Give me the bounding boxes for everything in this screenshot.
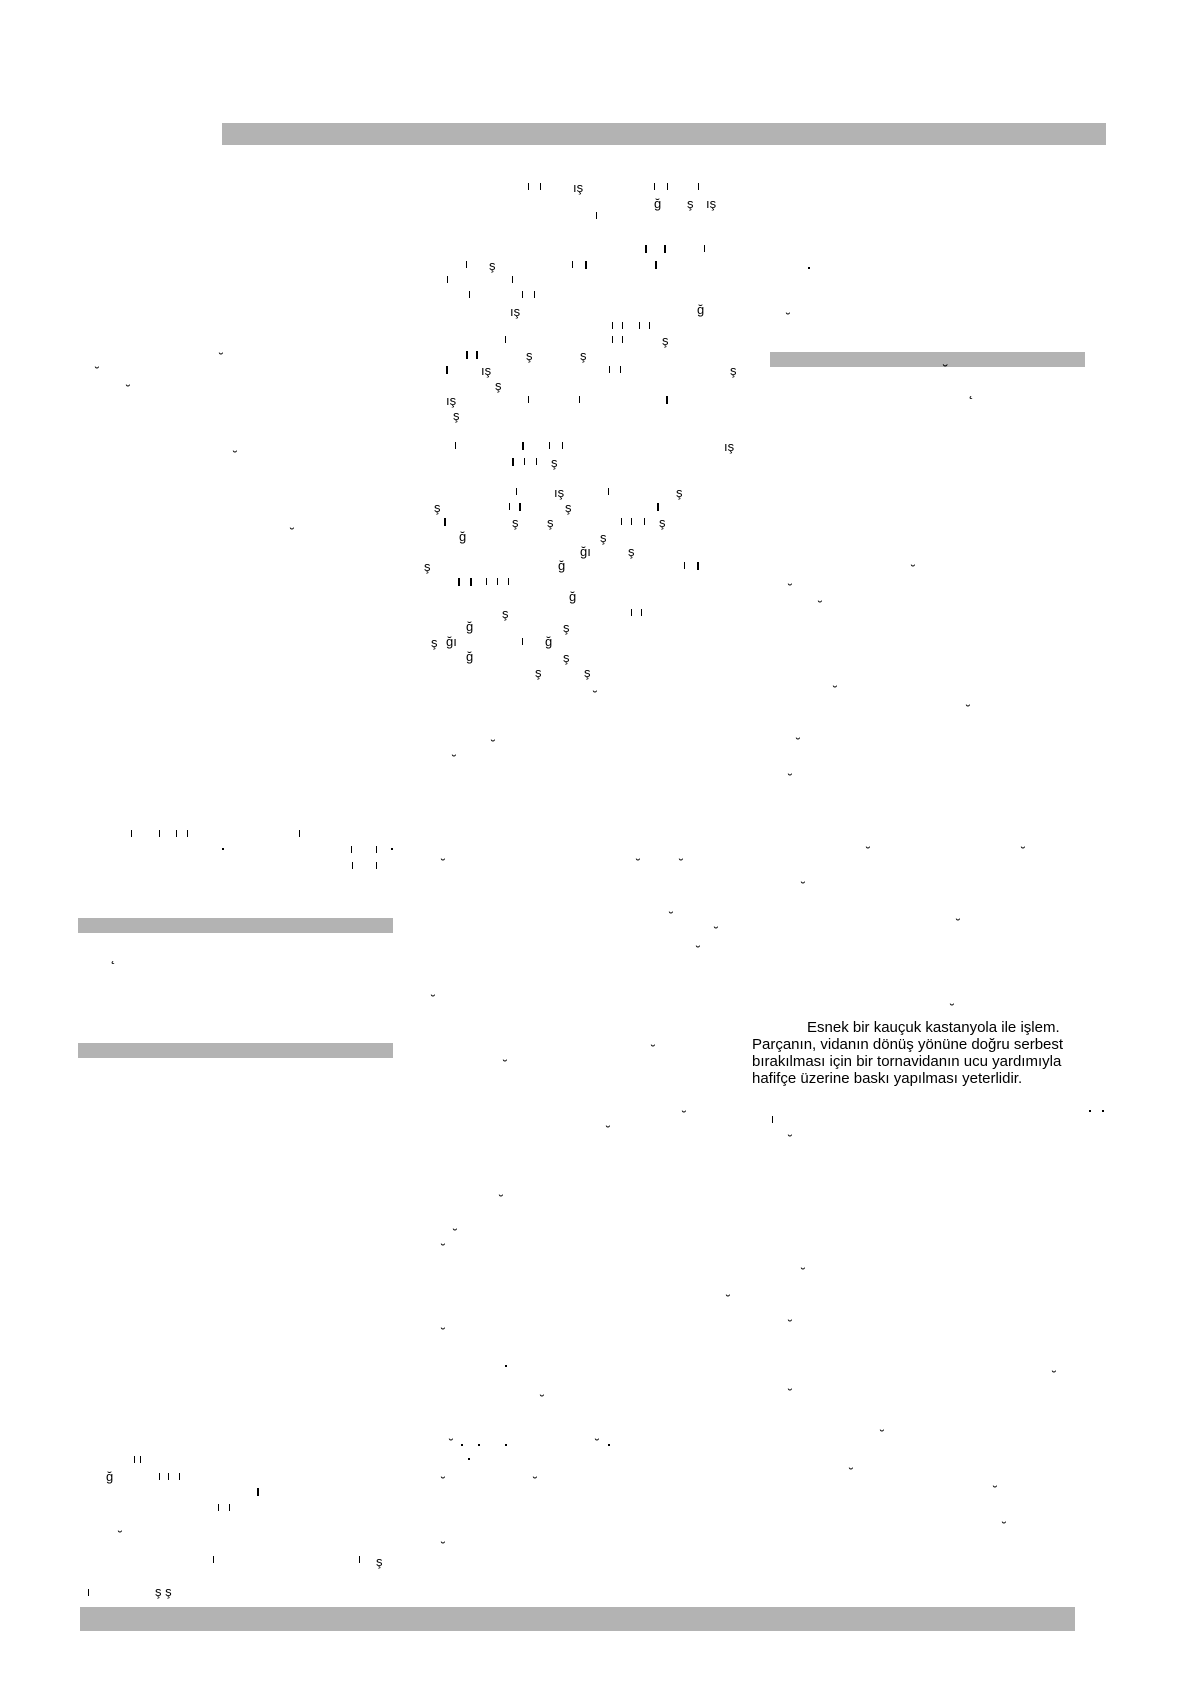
glyph-fragment — [299, 830, 300, 837]
ogonek-mark: ˛ — [111, 948, 116, 965]
g-breve-mark: ğ — [545, 634, 553, 649]
s-cedilla-mark: ş — [526, 348, 533, 363]
s-cedilla-mark: ş — [730, 363, 737, 378]
breve-mark: ˘ — [499, 1192, 504, 1207]
glyph-fragment — [359, 1556, 360, 1563]
breve-mark: ˘ — [786, 310, 791, 325]
glyph-fragment — [1102, 1110, 1104, 1112]
glyph-fragment — [222, 848, 224, 850]
glyph-fragment — [468, 1458, 470, 1460]
note-line-3: bırakılması için bir tornavidanın ucu yardımıyla — [752, 1053, 1062, 1070]
breve-mark: ˘ — [441, 1539, 446, 1554]
glyph-fragment — [536, 458, 537, 465]
breve-mark: ˘ — [441, 1325, 446, 1340]
dotless-i-s-mark: ış — [706, 196, 717, 211]
breve-mark: ˘ — [1052, 1368, 1057, 1383]
breve-mark: ˘ — [431, 992, 436, 1007]
glyph-fragment — [505, 1444, 507, 1446]
breve-mark: ˘ — [788, 1317, 793, 1332]
s-cedilla-mark: ş — [434, 500, 441, 515]
s-cedilla-mark: ş — [628, 544, 635, 559]
breve-mark: ˘ — [449, 1436, 454, 1451]
s-cedilla-mark: ş — [495, 378, 502, 393]
s-cedilla-mark: ş — [535, 665, 542, 680]
glyph-fragment — [508, 578, 509, 585]
top-header-bar — [222, 123, 1106, 145]
g-breve-mark: ğ — [466, 619, 474, 634]
glyph-fragment — [608, 1444, 610, 1446]
glyph-fragment — [168, 1473, 169, 1480]
glyph-fragment — [444, 518, 446, 526]
breve-mark: ˘ — [491, 737, 496, 752]
g-breve-mark: ğ — [106, 1469, 114, 1484]
glyph-fragment — [229, 1504, 230, 1511]
s-cedilla-mark: ş — [565, 500, 572, 515]
dotless-i-s-mark: ış — [573, 180, 584, 195]
glyph-fragment — [534, 291, 535, 298]
glyph-fragment — [134, 1456, 135, 1463]
breve-mark: ˘ — [126, 382, 131, 397]
glyph-fragment — [470, 578, 472, 586]
glyph-fragment — [645, 245, 647, 253]
glyph-fragment — [1089, 1110, 1091, 1112]
breve-mark: ˘ — [714, 924, 719, 939]
breve-mark: ˘ — [219, 350, 224, 365]
breve-mark: ˘ — [956, 916, 961, 931]
breve-mark: ˘ — [441, 1474, 446, 1489]
glyph-fragment — [469, 291, 470, 298]
breve-mark: ˘ — [696, 943, 701, 958]
s-cedilla-mark: ş — [489, 258, 496, 273]
note-line-2: Parçanın, vidanın dönüş yönüne doğru serbest — [752, 1036, 1064, 1053]
left-column-section-bar-2 — [78, 1043, 393, 1058]
glyph-fragment — [596, 212, 597, 219]
breve-mark: ˘ — [669, 909, 674, 924]
s-cedilla-mark: ş — [676, 485, 683, 500]
breve-mark: ˘ — [233, 448, 238, 463]
glyph-fragment — [478, 1444, 480, 1446]
glyph-fragment — [458, 578, 460, 586]
g-breve-mark: ğ — [654, 196, 662, 211]
breve-mark: ˘ — [866, 844, 871, 859]
breve-mark: ˘ — [593, 688, 598, 703]
breve-mark: ˘ — [788, 1132, 793, 1147]
s-cedilla-mark: ş — [659, 515, 666, 530]
breve-mark: ˘ — [540, 1392, 545, 1407]
s-cedilla-mark: ş — [662, 333, 669, 348]
s-cedilla-mark: ş — [453, 408, 460, 423]
glyph-fragment — [664, 245, 666, 253]
glyph-fragment — [697, 562, 699, 570]
breve-mark: ˘ — [796, 735, 801, 750]
glyph-fragment — [179, 1473, 180, 1480]
breve-mark: ˘ — [503, 1057, 508, 1072]
double-s-cedilla-mark: ş ş — [155, 1584, 172, 1599]
breve-mark: ˘ — [950, 1001, 955, 1016]
glyph-fragment — [524, 458, 525, 465]
glyph-fragment — [351, 846, 352, 853]
glyph-fragment — [455, 442, 456, 449]
glyph-fragment — [666, 396, 668, 404]
breve-mark: ˘ — [726, 1292, 731, 1307]
glyph-fragment — [621, 518, 622, 525]
glyph-fragment — [522, 291, 523, 298]
dotless-i-s-mark: ış — [446, 393, 457, 408]
glyph-fragment — [446, 366, 448, 374]
glyph-fragment — [486, 578, 487, 585]
glyph-fragment — [512, 458, 514, 466]
glyph-fragment — [461, 1444, 463, 1446]
footer-bar — [80, 1607, 1075, 1631]
breve-mark: ˘ — [1002, 1519, 1007, 1534]
glyph-fragment — [585, 261, 587, 269]
glyph-fragment — [549, 442, 550, 449]
glyph-fragment — [131, 830, 132, 837]
breve-mark: ˘ — [290, 525, 295, 540]
dotless-i-s-mark: ış — [554, 485, 565, 500]
glyph-fragment — [572, 261, 573, 268]
s-cedilla-mark: ş — [563, 620, 570, 635]
glyph-fragment — [622, 322, 623, 329]
breve-mark: ˘ — [636, 856, 641, 871]
g-breve-mark: ğ — [697, 302, 705, 317]
glyph-fragment — [516, 488, 517, 495]
s-cedilla-mark: ş — [431, 635, 438, 650]
glyph-fragment — [644, 518, 645, 525]
glyph-fragment — [631, 518, 632, 525]
glyph-fragment — [684, 562, 685, 569]
dotless-i-s-mark: ış — [510, 304, 521, 319]
s-cedilla-mark: ş — [580, 348, 587, 363]
glyph-fragment — [352, 862, 353, 869]
glyph-fragment — [609, 366, 610, 373]
s-cedilla-mark: ş — [563, 650, 570, 665]
breve-mark: ˘ — [788, 1386, 793, 1401]
note-line-4: hafifçe üzerine baskı yapılması yeterlidir. — [752, 1070, 1023, 1087]
glyph-fragment — [540, 183, 541, 190]
glyph-fragment — [522, 638, 523, 645]
breve-mark: ˘ — [441, 1241, 446, 1256]
dotless-i-s-mark: ış — [724, 439, 735, 454]
glyph-fragment — [622, 336, 623, 343]
breve-mark: ˘ — [880, 1427, 885, 1442]
breve-mark: ˘ — [682, 1108, 687, 1123]
breve-mark: ˘ — [966, 702, 971, 717]
g-breve-mark: ğ — [558, 558, 566, 573]
glyph-fragment — [562, 442, 563, 449]
s-cedilla-mark: ş — [584, 665, 591, 680]
glyph-fragment — [176, 830, 177, 837]
s-cedilla-mark: ş — [502, 606, 509, 621]
s-cedilla-mark: ş — [547, 515, 554, 530]
g-breve-mark: ğ — [569, 589, 577, 604]
glyph-fragment — [608, 488, 609, 495]
breve-mark: ˘ — [452, 752, 457, 767]
glyph-fragment — [579, 396, 580, 403]
ogonek-mark: ˛ — [969, 383, 974, 400]
g-breve-mark: ğ — [466, 649, 474, 664]
glyph-fragment — [466, 261, 467, 268]
glyph-fragment — [704, 245, 705, 252]
glyph-fragment — [447, 276, 448, 283]
glyph-fragment — [649, 322, 650, 329]
breve-mark: ˘ — [849, 1465, 854, 1480]
glyph-fragment — [505, 1365, 507, 1367]
breve-mark: ˘ — [801, 879, 806, 894]
breve-mark: ˘ — [118, 1528, 123, 1543]
glyph-fragment — [612, 322, 613, 329]
g-breve-i-mark: ğı — [580, 544, 591, 559]
s-cedilla-mark: ş — [376, 1554, 383, 1569]
glyph-fragment — [505, 336, 506, 343]
glyph-fragment — [654, 183, 655, 190]
s-cedilla-mark: ş — [551, 455, 558, 470]
glyph-fragment — [639, 322, 640, 329]
g-breve-mark: ğ — [459, 529, 467, 544]
dotless-i-s-mark: ış — [481, 363, 492, 378]
note-line-1: Esnek bir kauçuk kastanyola ile işlem. — [807, 1019, 1060, 1036]
glyph-fragment — [772, 1116, 773, 1123]
breve-mark: ˘ — [801, 1265, 806, 1280]
glyph-fragment — [519, 503, 521, 511]
glyph-fragment — [808, 267, 810, 269]
glyph-fragment — [655, 261, 657, 269]
breve-mark: ˘ — [679, 856, 684, 871]
s-cedilla-mark: ş — [424, 559, 431, 574]
glyph-fragment — [391, 848, 393, 850]
instruction-note — [752, 1019, 1112, 1087]
breve-mark: ˘ — [441, 856, 446, 871]
glyph-fragment — [213, 1556, 214, 1563]
glyph-fragment — [376, 846, 377, 853]
s-cedilla-mark: ş — [512, 515, 519, 530]
glyph-fragment — [376, 862, 377, 869]
right-column-section-bar — [770, 352, 1085, 367]
glyph-fragment — [522, 442, 524, 450]
glyph-fragment — [657, 503, 659, 511]
breve-mark: ˘ — [788, 581, 793, 596]
breve-mark: ˘ — [651, 1042, 656, 1057]
glyph-fragment — [612, 336, 613, 343]
breve-mark: ˘ — [453, 1226, 458, 1241]
breve-mark: ˘ — [911, 562, 916, 577]
glyph-fragment — [620, 366, 621, 373]
s-cedilla-mark: ş — [687, 196, 694, 211]
glyph-fragment — [159, 1473, 160, 1480]
breve-mark: ˘ — [606, 1123, 611, 1138]
breve-mark: ˘ — [833, 683, 838, 698]
glyph-fragment — [698, 183, 699, 190]
breve-mark: ˘ — [1021, 844, 1026, 859]
s-cedilla-mark: ş — [600, 530, 607, 545]
glyph-fragment — [466, 351, 468, 359]
g-breve-i-mark: ğı — [446, 634, 457, 649]
glyph-fragment — [512, 276, 513, 283]
glyph-fragment — [667, 183, 668, 190]
glyph-fragment — [528, 183, 529, 190]
breve-mark: ˘ — [943, 362, 948, 379]
glyph-fragment — [528, 396, 529, 403]
glyph-fragment — [631, 609, 632, 616]
breve-mark: ˘ — [993, 1483, 998, 1498]
glyph-fragment — [497, 578, 498, 585]
glyph-fragment — [159, 830, 160, 837]
glyph-fragment — [218, 1504, 219, 1511]
breve-mark: ˘ — [788, 771, 793, 786]
breve-mark: ˘ — [818, 598, 823, 613]
breve-mark: ˘ — [533, 1474, 538, 1489]
left-column-section-bar-1 — [78, 918, 393, 933]
glyph-fragment — [88, 1589, 89, 1596]
glyph-fragment — [509, 503, 510, 510]
glyph-fragment — [476, 351, 478, 359]
glyph-fragment — [641, 609, 642, 616]
glyph-fragment — [140, 1456, 141, 1463]
breve-mark: ˘ — [95, 364, 100, 379]
glyph-fragment — [257, 1488, 259, 1496]
glyph-fragment — [187, 830, 188, 837]
breve-mark: ˘ — [595, 1436, 600, 1451]
